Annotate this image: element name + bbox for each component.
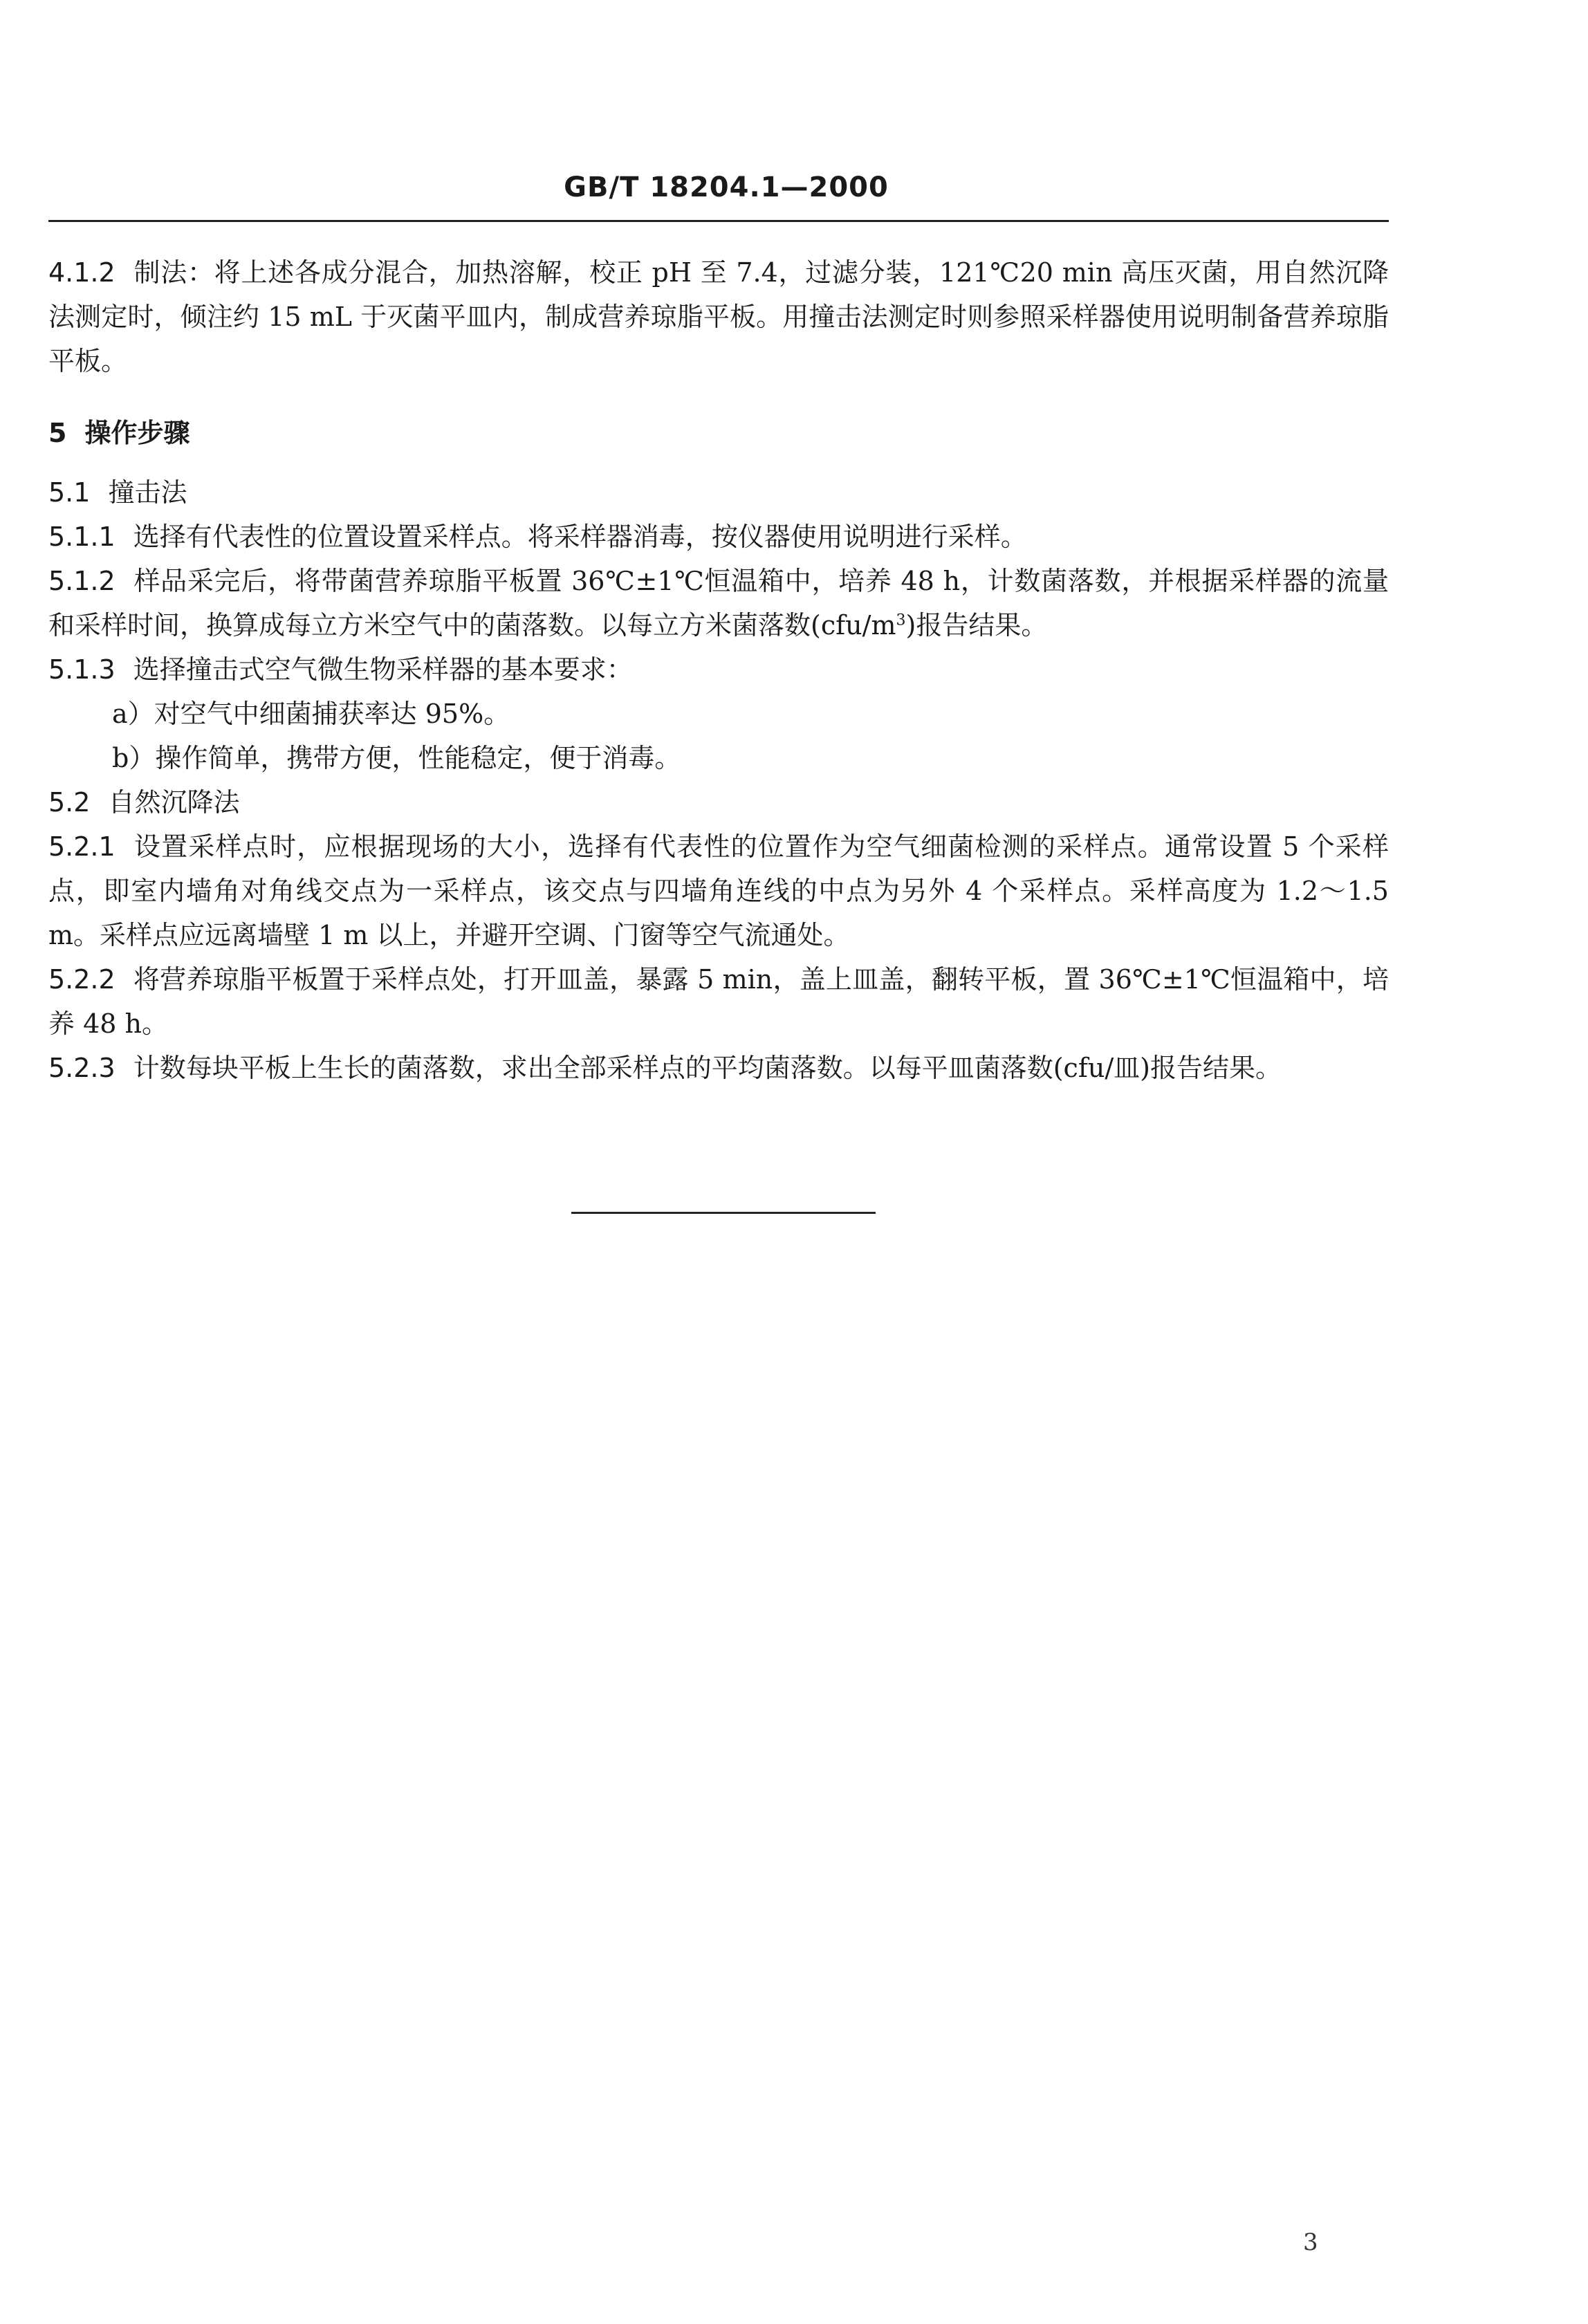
clause-text: 样品采完后，将带菌营养琼脂平板置 36℃±1℃恒温箱中，培养 48 h，计数菌落数，并根据采样器的流量和采样时间，换算成每立方米空气中的菌落数。以每立方米菌落数(cfu/m (48, 566, 1389, 640)
section-5-heading (48, 411, 1389, 455)
spacer (48, 383, 1389, 411)
clause-text: 选择撞击式空气微生物采样器的基本要求： (133, 654, 633, 685)
superscript-3: 3 (896, 611, 906, 629)
document-body (48, 250, 1389, 1090)
section-number: 5.1 (48, 477, 91, 508)
clause-5-2-2 (48, 957, 1389, 1046)
clause-text: 将营养琼脂平板置于采样点处，打开皿盖，暴露 5 min，盖上皿盖，翻转平板，置 36℃±1℃恒温箱中，培养 48 h。 (48, 964, 1389, 1039)
section-title: 撞击法 (108, 477, 187, 508)
section-title: 操作步骤 (84, 418, 190, 448)
clause-text: 计数每块平板上生长的菌落数，求出全部采样点的平均菌落数。以每平皿菌落数(cfu/皿)报告结果。 (133, 1053, 1282, 1083)
section-number: 5 (48, 418, 67, 448)
clause-5-2-1 (48, 824, 1389, 957)
standard-code-header: GB/T 18204.1—2000 (564, 172, 889, 203)
clause-5-1-1 (48, 515, 1389, 559)
section-title: 自然沉降法 (108, 787, 240, 818)
clause-text-end: )报告结果。 (905, 610, 1048, 640)
clause-5-2-3 (48, 1046, 1389, 1090)
page-number: 3 (1303, 2229, 1318, 2256)
clause-number: 4.1.2 (48, 257, 116, 288)
clause-5-1-3 (48, 647, 1389, 692)
list-item-b: b）操作简单，携带方便，性能稳定，便于消毒。 (112, 743, 681, 773)
clause-text: 设置采样点时，应根据现场的大小，选择有代表性的位置作为空气细菌检测的采样点。通常设置 5 个采样点，即室内墙角对角线交点为一采样点，该交点与四墙角连线的中点为另外 4 个采样点。采样高度为 1.2～1.5 m。采样点应远离墙壁 1 m 以上，并避开空调、门窗等空气流通处。 (48, 831, 1389, 950)
clause-number: 5.2.2 (48, 964, 116, 995)
header-rule (48, 220, 1389, 222)
clause-text: 制法：将上述各成分混合，加热溶解，校正 pH 至 7.4，过滤分装，121℃20 min 高压灭菌，用自然沉降法测定时，倾注约 15 mL 于灭菌平皿内，制成营养琼脂平板。用撞击法测定时则参照采样器使用说明制备营养琼脂平板。 (48, 257, 1389, 376)
clause-number: 5.2.3 (48, 1053, 116, 1083)
list-item-a: a）对空气中细菌捕获率达 95%。 (112, 699, 510, 729)
section-5-1-heading (48, 470, 1389, 515)
spacer (48, 455, 1389, 470)
end-of-text-rule (571, 1212, 876, 1214)
clause-5-1-2 (48, 559, 1389, 647)
section-number: 5.2 (48, 787, 91, 818)
clause-4-1-2 (48, 250, 1389, 383)
clause-number: 5.2.1 (48, 831, 116, 862)
clause-number: 5.1.2 (48, 566, 116, 596)
clause-number: 5.1.3 (48, 654, 116, 685)
section-5-2-heading (48, 780, 1389, 824)
clause-number: 5.1.1 (48, 522, 116, 552)
clause-text: 选择有代表性的位置设置采样点。将采样器消毒，按仪器使用说明进行采样。 (133, 522, 1027, 552)
